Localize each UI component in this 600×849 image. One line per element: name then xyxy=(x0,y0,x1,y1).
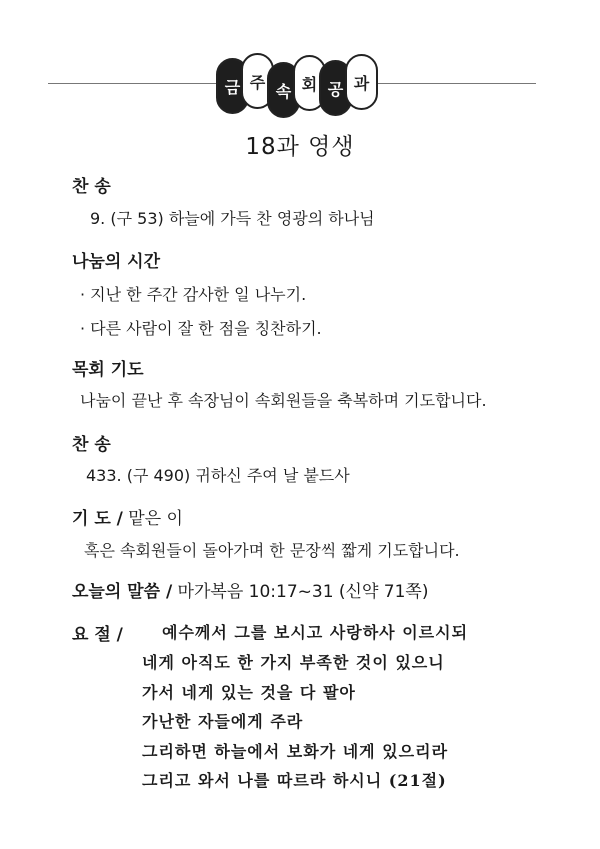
key-verse-line: 예수께서 그를 보시고 사랑하사 이르시되 xyxy=(162,623,469,642)
group-prayer-text: 나눔이 끝난 후 속장님이 속회원들을 축복하며 기도합니다. xyxy=(80,391,487,410)
hymn1-text: 9. (구 53) 하늘에 가득 찬 영광의 하나님 xyxy=(90,209,375,228)
banner-pills xyxy=(216,50,386,120)
hymn1-heading: 찬 송 xyxy=(72,177,111,197)
banner-pill: 공 xyxy=(319,60,352,116)
prayer-heading xyxy=(72,504,183,529)
banner-line-left xyxy=(48,83,224,84)
today-word-reference: 마가복음 10:17~31 (신약 71쪽) xyxy=(172,582,429,602)
key-verse-line: 그리고 와서 나를 따르라 하시니 (21절) xyxy=(142,771,447,790)
hymn2-heading: 찬 송 xyxy=(72,435,111,455)
sharing-item: · 다른 사람이 잘 한 점을 칭찬하기. xyxy=(80,319,322,338)
key-verse-heading: 요 절 / xyxy=(72,625,123,645)
hymn2-text: 433. (구 490) 귀하신 주여 날 붙드사 xyxy=(86,466,350,485)
sharing-heading: 나눔의 시간 xyxy=(72,252,161,272)
key-verse-line: 네게 아직도 한 가지 부족한 것이 있으니 xyxy=(142,653,445,672)
today-word-heading xyxy=(72,577,429,602)
banner-pill: 회 xyxy=(293,55,326,111)
banner-line-right xyxy=(376,83,536,84)
banner-pill: 과 xyxy=(345,54,378,110)
key-verse-line: 가난한 자들에게 주라 xyxy=(142,712,304,731)
banner-pill: 주 xyxy=(241,53,274,109)
banner-pill: 금 xyxy=(216,58,249,114)
group-prayer-heading: 목회 기도 xyxy=(72,360,144,380)
prayer-heading-sub: 맡은 이 xyxy=(122,509,183,529)
today-word-label: 오늘의 말씀 / xyxy=(72,582,173,602)
lesson-banner xyxy=(0,50,600,120)
banner-pill: 속 xyxy=(267,62,300,118)
prayer-text: 혹은 속회원들이 돌아가며 한 문장씩 짧게 기도합니다. xyxy=(84,541,460,560)
prayer-heading-label: 기 도 / xyxy=(72,509,123,529)
sharing-item: · 지난 한 주간 감사한 일 나누기. xyxy=(80,285,307,304)
key-verse-line: 가서 네게 있는 것을 다 팔아 xyxy=(142,683,356,702)
key-verse-line: 그리하면 하늘에서 보화가 네게 있으리라 xyxy=(142,742,449,761)
page-title: 18과 영생 xyxy=(245,134,355,160)
